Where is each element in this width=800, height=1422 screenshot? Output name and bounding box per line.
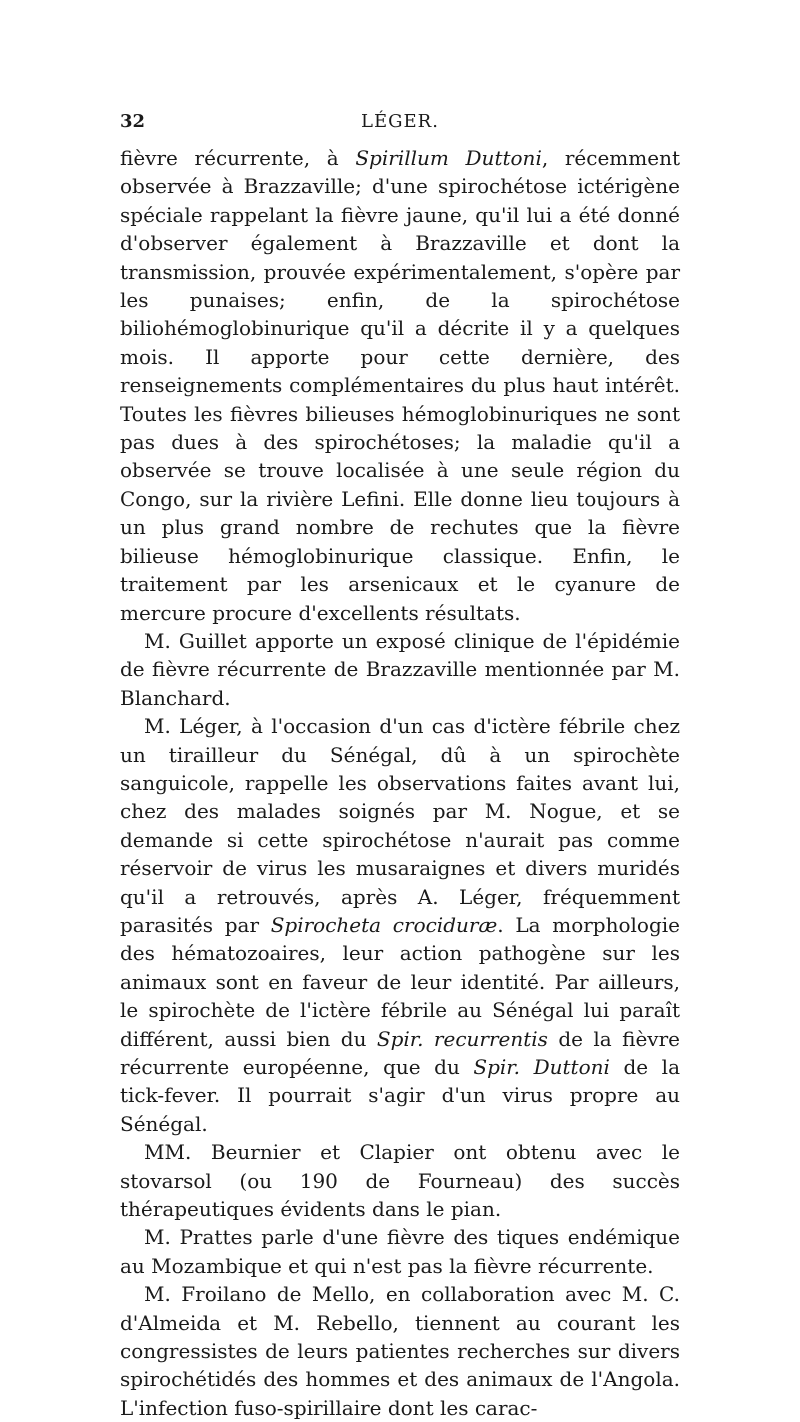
running-title: LÉGER.: [361, 111, 439, 132]
text-run: . La morphologie des hématozoaires, leur action pathogène sur les animaux sont en faveur de leur identité. Par ailleurs, le spirochète de l'ictère fébrile au Sénégal lui paraît différent, aussi bien du: [120, 912, 681, 1051]
paragraph-2: M. Guillet apporte un exposé clinique de l'épidémie de fièvre récurrente de Brazzaville mentionnée par M. Blanchard.: [120, 628, 680, 710]
taxon-name: Spirocheta crociduræ: [270, 912, 498, 937]
text-run: fièvre récurrente, à: [120, 146, 356, 170]
taxon-name: Spir. Duttoni: [473, 1055, 610, 1079]
body-text: [120, 144, 680, 1422]
paragraph-3: [120, 712, 680, 1138]
text-run: M. Léger, à l'occasion d'un cas d'ictère fébrile chez un tirailleur du Sénégal, dû à un spirochète sanguicole, rappelle les observations faites avant lui, chez des malades soignés par M. Nogue, et se demande si cette spirochétose n'aurait pas comme réservoir de virus les musaraignes et divers muridés qu'il a retrouvés, après A. Léger, fréquemment parasités par: [120, 714, 680, 937]
page-header: [120, 108, 680, 136]
page-number: 32: [120, 111, 146, 132]
taxon-name: Spirillum Duttoni: [355, 146, 542, 170]
taxon-name: Spir. recurrentis: [376, 1026, 548, 1051]
paragraph-6: M. Froilano de Mello, en collaboration avec M. C. d'Almeida et M. Rebello, tiennent au courant les congressistes de leurs patientes recherches sur divers spirochétidés des hommes et des animaux de l'Angola. L'infection fuso-spirillaire dont les carac-: [120, 1282, 680, 1420]
text-run: de la fièvre récurrente européenne, que du: [120, 1026, 680, 1079]
document-page: [120, 108, 680, 1422]
text-run: , récemment observée à Brazzaville; d'une spirochétose ictérigène spéciale rappelant la fièvre jaune, qu'il lui a été donné d'observer également à Brazzaville et dont la transmission, prouvée expérimentalement, s'opère par les punaises; enfin, de la spirochétose biliohémoglobinurique qu'il a décrite il y a quelques mois. Il apporte pour cette dernière, des renseignements complémentaires du plus haut intérêt. Toutes les fièvres bilieuses hémoglobinuriques ne sont pas dues à des spirochétoses; la maladie qu'il a observée se trouve localisée à une seule région du Congo, sur la rivière Lefini. Elle donne lieu toujours à un plus grand nombre de rechutes que la fièvre bilieuse hémoglobinurique classique. Enfin, le traitement par les arsenicaux et le cyanure de mercure procure d'excellents résultats.: [120, 146, 680, 625]
text-run: de la tick-fever. Il pourrait s'agir d'un virus propre au Sénégal.: [120, 1055, 680, 1136]
paragraph-5: M. Prattes parle d'une fièvre des tiques endémique au Mozambique et qui n'est pas la fièvre récurrente.: [120, 1225, 680, 1278]
paragraph-4: MM. Beurnier et Clapier ont obtenu avec le stovarsol (ou 190 de Fourneau) des succès thérapeutiques évidents dans le pian.: [120, 1140, 680, 1222]
paragraph-1: [120, 144, 680, 627]
